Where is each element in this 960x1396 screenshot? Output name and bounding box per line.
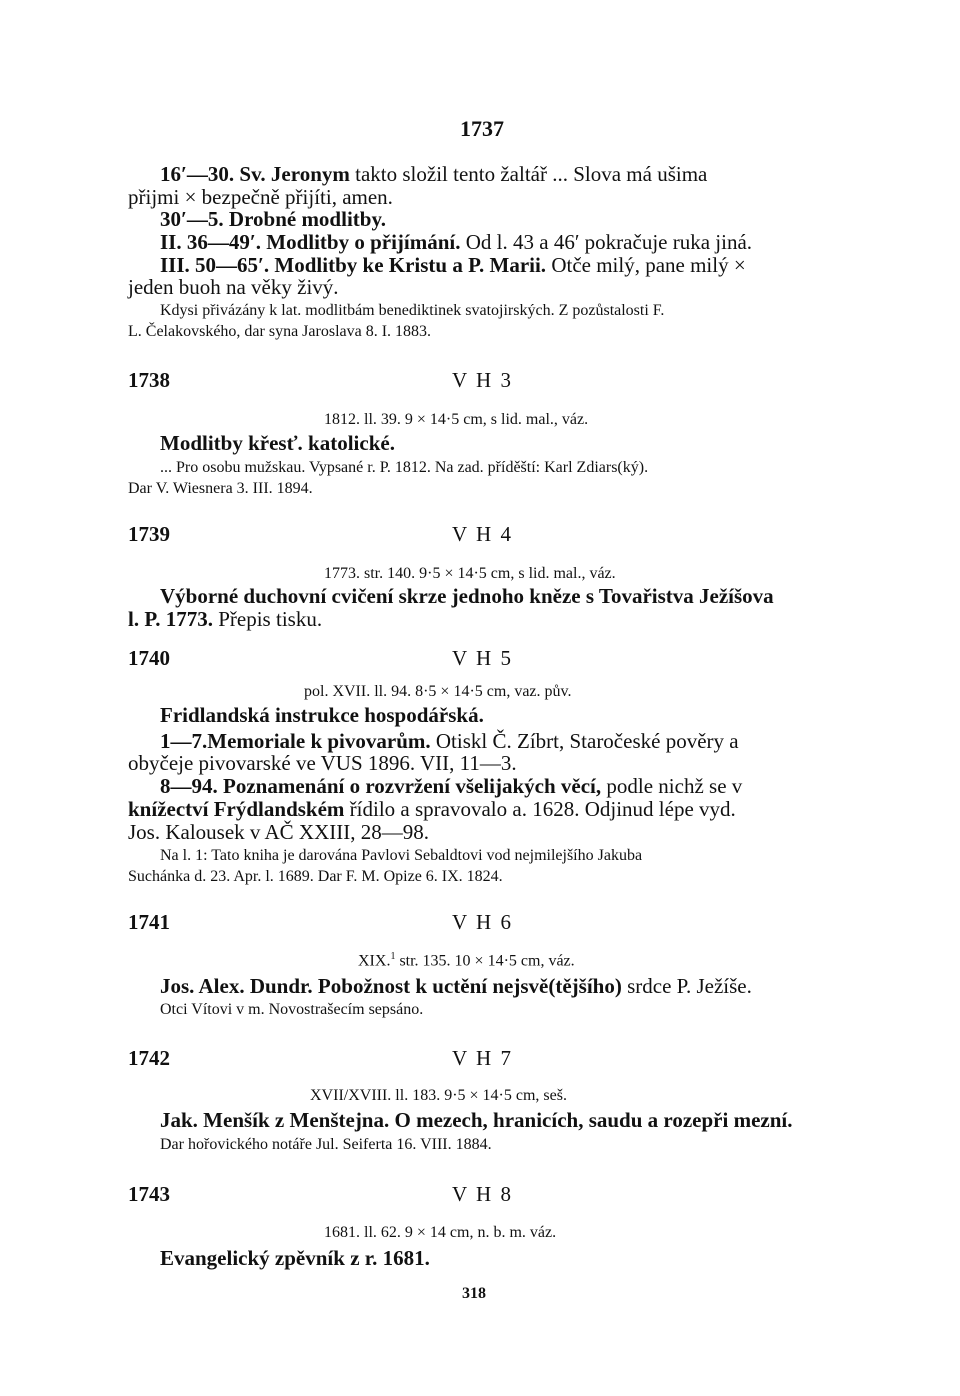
note-line: L. Čelakovského, dar syna Jaroslava 8. I. 1883. xyxy=(128,323,432,340)
line-bold-part: III. 50—65′. Modlitby ke Kristu a P. Marii. xyxy=(160,253,547,277)
note-line: ... Pro osobu mužskau. Vypsané r. P. 1812. Na zad. příděští: Karl Zdiars(ký). xyxy=(160,459,649,476)
title-part: Přepis tisku. xyxy=(212,607,323,631)
entry-signature: V H 5 xyxy=(452,646,513,670)
note-line: Na l. 1: Tato kniha je darována Pavlovi Sebaldtovi vod nejmilejšího Jakuba xyxy=(160,847,643,864)
entry-title: Jak. Menšík z Menštejna. O mezech, hranicích, saudu a rozepři mezní. xyxy=(160,1108,793,1132)
line xyxy=(160,164,707,185)
entry-number: 1742 xyxy=(128,1046,170,1070)
entry-title: Fridlandská instrukce hospodářská. xyxy=(160,703,484,727)
note-line: Otci Vítovi v m. Novostrašecím sepsáno. xyxy=(160,1001,424,1018)
page-number: 318 xyxy=(462,1285,486,1302)
line-part: podle nichž se v xyxy=(601,774,743,798)
entry-number: 1740 xyxy=(128,646,170,670)
title-bold-part: Jos. Alex. Dundr. Pobožnost k uctění nejsvě(tějšího) xyxy=(160,974,622,998)
line: obyčeje pivovarské ve VUS 1896. VII, 11—3. xyxy=(128,751,517,775)
entry-number: 1743 xyxy=(128,1182,170,1206)
line-bold-part: 16′—30. Sv. Jeronym xyxy=(160,162,350,186)
title-part: srdce P. Ježíše. xyxy=(621,974,752,998)
line-bold-part: 8—94. Poznamenání o rozvržení všelijakých věcí, xyxy=(160,774,602,798)
line-bold-part: knížectví Frýdlandském xyxy=(128,797,345,821)
line xyxy=(160,776,742,797)
entry-signature: V H 8 xyxy=(452,1182,513,1206)
entry-title xyxy=(128,609,322,630)
entry-description: 1812. ll. 39. 9 × 14·5 cm, s lid. mal., váz. xyxy=(324,411,589,428)
entry-description: 1681. ll. 62. 9 × 14 cm, n. b. m. váz. xyxy=(324,1224,557,1241)
entry-number: 1739 xyxy=(128,522,170,546)
line xyxy=(160,232,752,253)
entry-title: Výborné duchovní cvičení skrze jednoho kněze s Tovařistva Ježíšova xyxy=(160,584,774,608)
line-part: takto složil tento žaltář ... Slova má ušima xyxy=(349,162,708,186)
line: 30′—5. Drobné modlitby. xyxy=(160,207,387,231)
note-line: Dar hořovického notáře Jul. Seiferta 16. VIII. 1884. xyxy=(160,1136,492,1153)
line xyxy=(128,799,736,820)
entry-signature: V H 4 xyxy=(452,522,513,546)
footnote-marker: 1 xyxy=(390,951,396,962)
title-bold-part: l. P. 1773. xyxy=(128,607,213,631)
line: jeden buoh na věky živý. xyxy=(128,275,339,299)
entry-signature: V H 7 xyxy=(452,1046,513,1070)
entry-description: 1773. str. 140. 9·5 × 14·5 cm, s lid. mal., váz. xyxy=(324,565,616,582)
line-part: Od l. 43 a 46′ pokračuje ruka jiná. xyxy=(460,230,753,254)
entry-signature: V H 3 xyxy=(452,368,513,392)
line-bold-part: II. 36—49′. Modlitby o přijímání. xyxy=(160,230,461,254)
line: Jos. Kalousek v AČ XXIII, 28—98. xyxy=(128,820,429,844)
line-part: Otiskl Č. Zíbrt, Staročeské pověry a xyxy=(430,729,739,753)
line xyxy=(160,731,739,752)
entry-description xyxy=(358,952,575,969)
note-line: Dar V. Wiesnera 3. III. 1894. xyxy=(128,480,313,497)
note-line: Kdysi přivázány k lat. modlitbám benediktinek svatojirských. Z pozůstalosti F. xyxy=(160,302,665,319)
entry-number: 1738 xyxy=(128,368,170,392)
line-bold-part: 1—7.Memoriale k pivovarům. xyxy=(160,729,431,753)
line: přijmi × bezpečně přijíti, amen. xyxy=(128,185,393,209)
line-part: Otče milý, pane milý × xyxy=(546,253,746,277)
line xyxy=(160,255,746,276)
description-part: str. 135. 10 × 14·5 cm, váz. xyxy=(395,952,575,970)
entry-description: pol. XVII. ll. 94. 8·5 × 14·5 cm, vaz. pův. xyxy=(304,683,572,700)
description-part: XIX. xyxy=(358,952,391,970)
entry-number: 1741 xyxy=(128,910,170,934)
entry-title: Evangelický zpěvník z r. 1681. xyxy=(160,1246,430,1270)
page-header: 1737 xyxy=(460,116,504,141)
note-line: Suchánka d. 23. Apr. l. 1689. Dar F. M. Opize 6. IX. 1824. xyxy=(128,868,503,885)
entry-title xyxy=(160,976,752,997)
entry-signature: V H 6 xyxy=(452,910,513,934)
line-part: řídilo a spravovalo a. 1628. Odjinud lépe vyd. xyxy=(344,797,736,821)
entry-title: Modlitby křesť. katolické. xyxy=(160,431,395,455)
entry-description: XVII/XVIII. ll. 183. 9·5 × 14·5 cm, seš. xyxy=(310,1087,567,1104)
